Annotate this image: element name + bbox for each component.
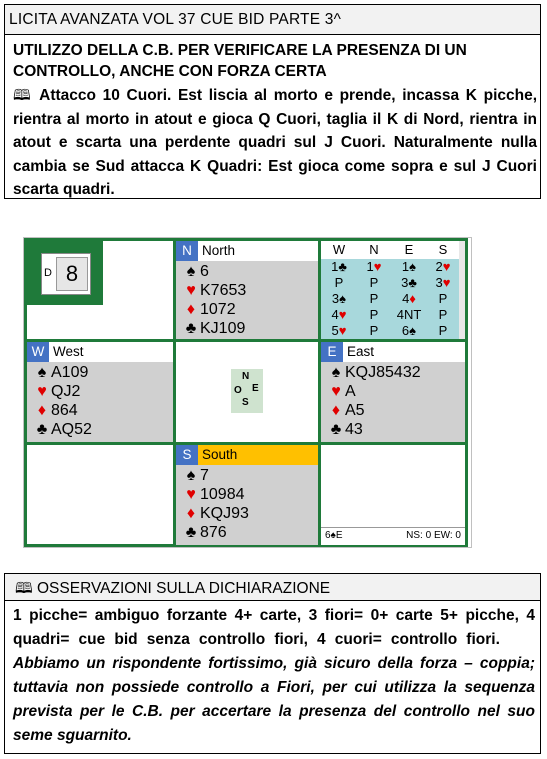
bridge-diagram xyxy=(23,229,476,548)
club-icon: ♣ xyxy=(330,421,342,438)
compass-south: S xyxy=(242,397,249,408)
bid-cell: 4♦ xyxy=(402,291,416,306)
suit-icon: ♠ xyxy=(409,323,417,338)
spade-icon: ♠ xyxy=(186,467,196,484)
status-bar xyxy=(321,527,465,545)
intro-text xyxy=(13,84,537,202)
spades-cards: 7 xyxy=(200,467,209,484)
bid-header: W xyxy=(332,242,346,257)
north-hand xyxy=(176,241,318,339)
bid-cell: 3♠ xyxy=(331,291,347,306)
east-hand xyxy=(321,342,465,442)
suit-icon: ♥ xyxy=(442,275,451,290)
heart-icon: ♥ xyxy=(186,486,196,503)
bid-cell: P xyxy=(438,291,448,306)
spade-icon: ♠ xyxy=(37,364,47,381)
bid-cell: 1♥ xyxy=(366,259,382,274)
suit-icon: ♣ xyxy=(408,275,417,290)
suit-icon: ♠ xyxy=(409,259,417,274)
club-icon: ♣ xyxy=(185,320,197,337)
bid-cell: P xyxy=(334,275,344,290)
notes-text xyxy=(13,604,535,748)
suit-icon: ♣ xyxy=(338,259,347,274)
bid-cell: P xyxy=(369,291,379,306)
west-hand xyxy=(27,342,173,442)
notes-italic: Abbiamo un rispondente fortissimo, già sicuro della forza – coppia; tuttavia non possiede controllo a Fiori, per cui utilizza la sequenza prevista per le C.B. per accertare la presenza del controllo nel suo seme sguarnito. xyxy=(13,655,535,744)
bid-cell: 5♥ xyxy=(331,323,347,338)
intro-section xyxy=(4,35,541,199)
seat-badge: E xyxy=(321,342,343,362)
spade-icon: ♠ xyxy=(186,263,196,280)
document-title: LICITA AVANZATA VOL 37 CUE BID PARTE 3^ xyxy=(9,11,342,28)
player-name: South xyxy=(202,447,238,462)
spade-icon: ♠ xyxy=(331,364,341,381)
diamonds-cards: 1072 xyxy=(200,301,236,318)
bid-cell: P xyxy=(438,307,448,322)
heart-icon: ♥ xyxy=(186,282,196,299)
diamonds-cards: 864 xyxy=(51,402,78,419)
bid-cell: P xyxy=(369,275,379,290)
suit-icon: ♥ xyxy=(338,307,347,322)
compass xyxy=(231,369,263,413)
bid-cell: 2♥ xyxy=(435,259,451,274)
bid-cell: 3♥ xyxy=(435,275,451,290)
bid-cell: P xyxy=(438,323,448,338)
diamonds-cards: A5 xyxy=(345,402,365,419)
suit-icon: ♥ xyxy=(338,323,347,338)
score-label: NS: 0 EW: 0 xyxy=(406,530,461,541)
section-title: UTILIZZO DELLA C.B. PER VERIFICARE LA PRESENZA DI UN CONTROLLO, ANCHE CON FORZA CERTA xyxy=(13,42,467,80)
heart-icon: ♥ xyxy=(37,383,47,400)
clubs-cards: 876 xyxy=(200,524,227,541)
spades-cards: A109 xyxy=(51,364,89,381)
intro-body: Attacco 10 Cuori. Est liscia al morto e prende, incassa K picche, rientra al morto in atout e gioca Q Cuori, taglia il K di Nord, rientra in atout e scarta una perdente quadri sul J Cuori. Naturalmente nulla cambia se Sud attacca K Quadri: Est gioca come sopra e sul J Cuori scarta quadri. xyxy=(13,87,538,199)
dealer-label: D xyxy=(44,267,52,279)
heart-icon: ♥ xyxy=(331,383,341,400)
diamond-icon: ♦ xyxy=(331,402,341,419)
spades-cards: 6 xyxy=(200,263,209,280)
open-book-icon: 🕮 xyxy=(13,86,34,104)
board-number: 8 xyxy=(56,257,88,291)
clubs-cards: KJ109 xyxy=(200,320,246,337)
club-icon: ♣ xyxy=(185,524,197,541)
bid-header: S xyxy=(438,242,448,257)
bid-cell: 1♠ xyxy=(401,259,417,274)
suit-icon: ♥ xyxy=(373,259,382,274)
compass-north: N xyxy=(242,371,250,382)
seat-badge: N xyxy=(176,241,198,261)
club-icon: ♣ xyxy=(36,421,48,438)
clubs-cards: AQ52 xyxy=(51,421,92,438)
player-name: West xyxy=(53,344,84,359)
player-name: North xyxy=(202,243,236,258)
open-book-icon: 🕮 xyxy=(15,579,33,597)
spades-cards: KQJ85432 xyxy=(345,364,421,381)
hearts-cards: 10984 xyxy=(200,486,245,503)
seat-badge: W xyxy=(27,342,49,362)
suit-icon: ♦ xyxy=(409,291,416,306)
bid-cell: 4♥ xyxy=(331,307,347,322)
suit-icon: ♠ xyxy=(339,291,347,306)
contract-label: 6♠E xyxy=(325,530,343,541)
compass-west: O xyxy=(234,385,242,396)
clubs-cards: 43 xyxy=(345,421,363,438)
player-name: East xyxy=(347,344,375,359)
hearts-cards: QJ2 xyxy=(51,383,81,400)
suit-icon: ♥ xyxy=(442,259,451,274)
notes-plain: 1 picche= ambiguo forzante 4+ carte, 3 fiori= 0+ carte 5+ picche, 4 quadri= cue bid senza controllo fiori, 4 cuori= controllo fiori. xyxy=(13,607,535,648)
seat-badge: S xyxy=(176,445,198,465)
diamond-icon: ♦ xyxy=(186,301,196,318)
diamond-icon: ♦ xyxy=(37,402,47,419)
board-indicator xyxy=(27,241,103,305)
bid-header: E xyxy=(404,242,414,257)
bidding-table xyxy=(321,241,465,339)
bid-cell: 3♣ xyxy=(401,275,417,290)
hearts-cards: A xyxy=(345,383,356,400)
compass-east: E xyxy=(252,383,259,394)
bidding-notes-section xyxy=(4,573,541,754)
bid-cell: 1♣ xyxy=(331,259,347,274)
document-header xyxy=(4,4,541,35)
hearts-cards: K7653 xyxy=(200,282,247,299)
bid-cell: 6♠ xyxy=(401,323,417,338)
bid-cell: P xyxy=(369,307,379,322)
diamonds-cards: KQJ93 xyxy=(200,505,249,522)
diamond-icon: ♦ xyxy=(186,505,196,522)
south-hand xyxy=(176,445,318,545)
bid-cell: P xyxy=(369,323,379,338)
bid-header: N xyxy=(369,242,379,257)
bid-cell: 4NT xyxy=(396,307,422,322)
section-title: OSSERVAZIONI SULLA DICHIARAZIONE xyxy=(37,580,331,597)
